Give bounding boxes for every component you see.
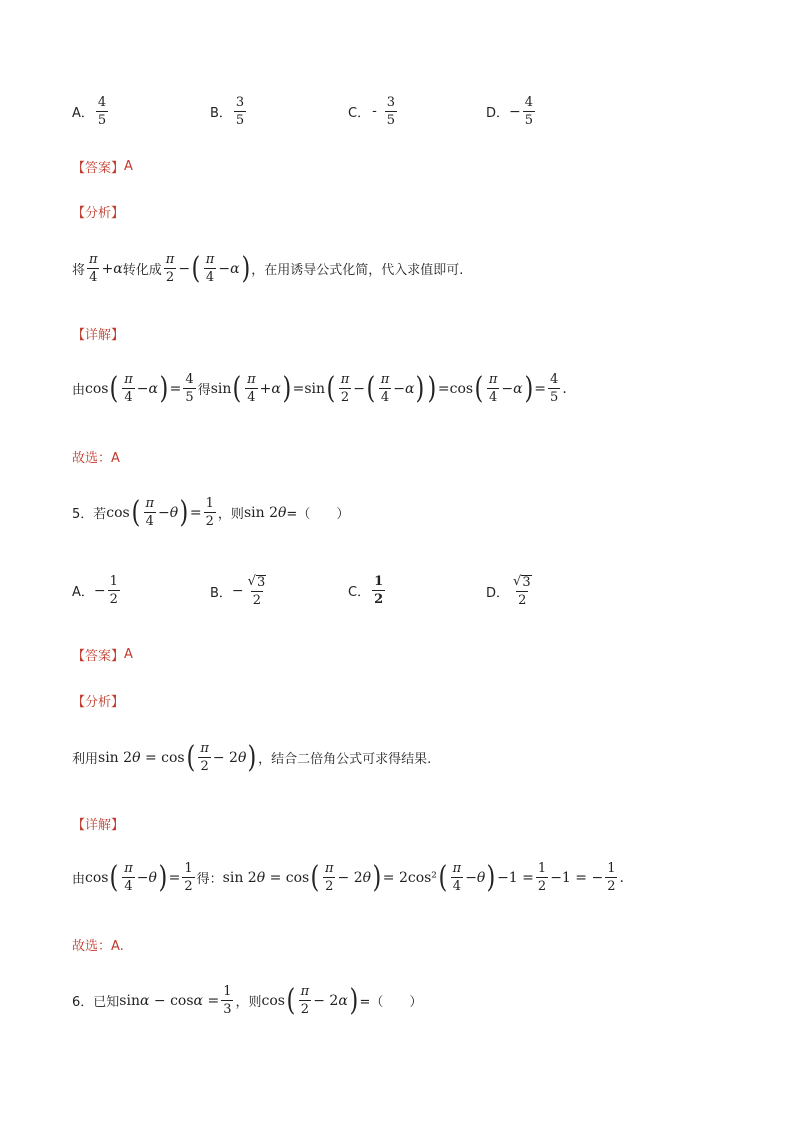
detail-formula-q4: 由 cos ( $\frac{\pi}{4}$ − α ) = $\frac{4}{5}$ 得 sin ( $\frac{\pi}{4}$ + α ) = sin ( $\frac{\pi}{2}$ − ( $\frac{\pi}{4}$ − α ) ) = cos ( $\frac{\pi}{4}$ − α ) = $\frac{4}{5}$ . — [72, 370, 567, 406]
option-label: D． — [486, 106, 510, 121]
fraction: $\frac{4}{5}$ — [524, 95, 534, 128]
option-b-q4[interactable] — [210, 96, 248, 127]
option-c-q5[interactable]: C． $\frac{1}{2}$ — [348, 574, 384, 607]
detail-formula-q5: 由 cos ( $\frac{\pi}{4}$ − θ ) = $\frac{1}{2}$ 得： sin 2 θ = cos ( $\frac{\pi}{2}$ − 2 θ ) = 2cos² ( $\frac{\pi}{4}$ − θ ) −1 = $\frac{1}{2}$ −1 = − $\frac{1}{2}$ . — [72, 859, 624, 895]
question-6: 6．已知 sin α − cos α = $\frac{1}{3}$ ，则 cos ( $\frac{\pi}{2}$ − 2 α ) =（ ） — [72, 982, 423, 1018]
fraction: $\frac{3}{5}$ — [235, 95, 245, 128]
option-label: B． — [210, 106, 232, 121]
option-d-q5[interactable]: D． √ 3 2 — [486, 574, 531, 608]
option-a-q5[interactable]: A． − $\frac{1}{2}$ — [72, 574, 118, 607]
analysis-heading-q5: 【分析】 — [72, 695, 125, 710]
fraction: $\frac{4}{5}$ — [97, 95, 107, 128]
option-a-q4[interactable] — [72, 96, 110, 127]
choose-line-q5: 故选：A. — [72, 939, 124, 954]
choose-line-q4: 故选：A — [72, 451, 120, 466]
option-b-q5[interactable]: B． − √ 3 2 — [210, 574, 266, 608]
option-label: C． — [348, 106, 371, 121]
question-5: 5．若 cos ( $\frac{\pi}{4}$ − θ ) = $\frac{1}{2}$ ，则 sin 2 θ =（ ） — [72, 494, 350, 530]
analysis-heading-q4: 【分析】 — [72, 206, 125, 221]
analysis-text-q4: 将 $\frac{\pi}{4}$ + α 转化成 $\frac{\pi}{2}$ − ( $\frac{\pi}{4}$ − α ) ，在用诱导公式化简，代入求值即可. — [72, 250, 464, 286]
detail-heading-q4: 【详解】 — [72, 328, 125, 343]
fraction: $\frac{3}{5}$ — [386, 95, 396, 128]
analysis-text-q5: 利用 sin 2 θ = cos ( $\frac{\pi}{2}$ − 2 θ ) ，结合二倍角公式可求得结果. — [72, 739, 432, 775]
option-c-q4[interactable]: C． - $\frac{3}{5}$ — [348, 95, 396, 128]
answer-line-q5: 【答案】 A — [72, 647, 133, 664]
answer-label: 【答案】 — [72, 161, 125, 176]
detail-heading-q5: 【详解】 — [72, 818, 125, 833]
answer-line-q4 — [72, 157, 133, 176]
answer-value: A — [124, 159, 133, 174]
option-d-q4[interactable]: D． − $\frac{4}{5}$ — [486, 95, 534, 128]
option-label: A． — [72, 106, 94, 121]
